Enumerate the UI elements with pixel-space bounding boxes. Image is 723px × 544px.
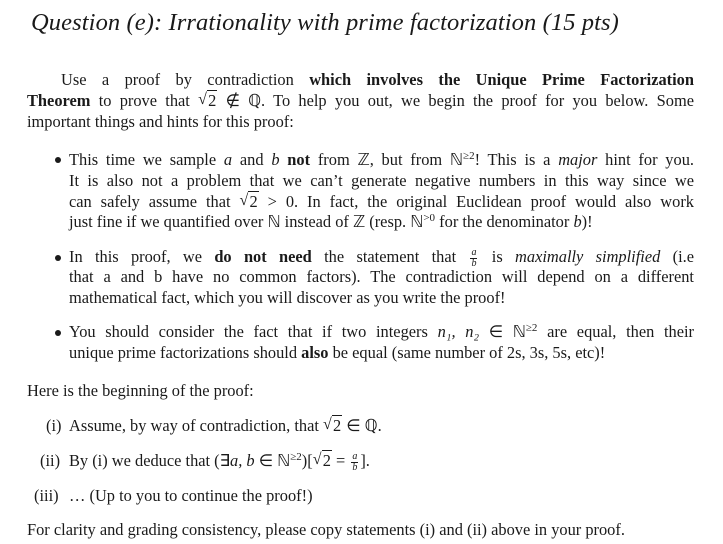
text: and bbox=[232, 150, 272, 169]
sqrt-radicand: 2 bbox=[249, 192, 258, 211]
superscript: >0 bbox=[423, 212, 436, 224]
numerator: a bbox=[352, 450, 358, 462]
sqrt-symbol bbox=[313, 451, 332, 471]
bullet1-line-3 bbox=[69, 192, 694, 212]
proof-step-3-label: (iii) bbox=[34, 486, 59, 505]
intro-line-2 bbox=[27, 91, 694, 111]
bullet2-line-1 bbox=[69, 247, 694, 269]
text: just fine if we quantified over ℕ instead of ℤ (resp. ℕ bbox=[69, 212, 424, 231]
bullet1-line-1 bbox=[69, 150, 694, 170]
superscript: ≥2 bbox=[463, 150, 475, 162]
intro-bold: which involves the Unique Prime Factorization bbox=[309, 70, 694, 89]
proof-step-2 bbox=[69, 451, 370, 473]
numerator: a bbox=[471, 246, 477, 258]
superscript: ≥2 bbox=[525, 322, 538, 334]
text: )[ bbox=[301, 451, 313, 470]
bullet3-line-2 bbox=[69, 343, 605, 363]
var-n: n₁, n₂ bbox=[437, 322, 480, 341]
sqrt-symbol bbox=[239, 192, 258, 212]
text: are equal, then their bbox=[537, 322, 694, 341]
text: is bbox=[479, 247, 516, 266]
bold-also: also bbox=[301, 343, 329, 362]
text: from ℤ, but from ℕ bbox=[310, 150, 464, 169]
text: for the denominator bbox=[435, 212, 574, 231]
bullet3-line-1 bbox=[69, 322, 694, 342]
text: the statement that bbox=[311, 247, 469, 266]
denominator: b bbox=[471, 257, 477, 269]
intro-line-1 bbox=[61, 70, 694, 90]
text: unique prime factorizations should bbox=[69, 343, 302, 362]
text: = bbox=[331, 451, 350, 470]
superscript: ≥2 bbox=[290, 451, 302, 463]
bullet1-line-2: It is also not a problem that we can’t generate negative numbers in this way since we bbox=[69, 171, 694, 190]
var-a: a bbox=[223, 150, 233, 169]
sqrt-symbol bbox=[323, 416, 342, 436]
var-b: b bbox=[573, 212, 582, 231]
proof-step-1-label: (i) bbox=[46, 416, 62, 435]
text: This time we sample bbox=[69, 150, 224, 169]
proof-intro: Here is the beginning of the proof: bbox=[27, 381, 254, 400]
text: ∈ ℕ bbox=[479, 322, 526, 341]
bullet-dot bbox=[55, 157, 61, 163]
text: (i.e bbox=[660, 247, 694, 266]
intro-text: to prove that bbox=[90, 91, 199, 110]
text: You should consider the fact that if two integers bbox=[69, 322, 438, 341]
text: can safely assume that bbox=[69, 192, 240, 211]
vars-ab: a, b bbox=[230, 451, 255, 470]
text: be equal (same number of 2s, 3s, 5s, etc)! bbox=[328, 343, 606, 362]
bold-not: not bbox=[279, 150, 311, 169]
text: Assume, by way of contradiction, that bbox=[69, 416, 323, 435]
text: > 0. In fact, the original Euclidean proof would also work bbox=[258, 192, 694, 211]
sqrt-radicand: 2 bbox=[208, 91, 217, 110]
text: )! bbox=[581, 212, 593, 231]
theorem-bold: Theorem bbox=[27, 91, 91, 110]
bullet2-line-3: mathematical fact, which you will discover as you write the proof! bbox=[69, 288, 506, 307]
text: ! This is a bbox=[474, 150, 559, 169]
text: ]. bbox=[360, 451, 370, 470]
sqrt-radicand: 2 bbox=[322, 451, 331, 470]
text: ∈ ℕ bbox=[254, 451, 291, 470]
fraction-a-over-b bbox=[470, 248, 477, 269]
proof-step-2-label: (ii) bbox=[40, 451, 61, 470]
bullet-dot bbox=[55, 330, 61, 336]
proof-step-1 bbox=[69, 416, 382, 436]
intro-text: ∉ ℚ. To help you out, we begin the proof for you below. Some bbox=[217, 91, 694, 110]
footer-note: For clarity and grading consistency, please copy statements (i) and (ii) above in your proof. bbox=[27, 520, 625, 539]
text: By (i) we deduce that (∃ bbox=[69, 451, 231, 470]
question-heading: Question (e): Irrationality with prime factorization (15 pts) bbox=[31, 9, 619, 36]
italic-major: major bbox=[558, 150, 598, 169]
text: hint for you. bbox=[597, 150, 694, 169]
intro-line-3: important things and hints for this proof: bbox=[27, 112, 294, 131]
text: ∈ ℚ. bbox=[342, 416, 382, 435]
sqrt-radicand: 2 bbox=[333, 416, 342, 435]
intro-text: Use a proof by contradiction bbox=[61, 70, 310, 89]
sqrt-symbol bbox=[198, 91, 217, 111]
fraction-a-over-b bbox=[351, 452, 358, 473]
proof-step-3: … (Up to you to continue the proof!) bbox=[69, 486, 313, 505]
bold-do-not-need: do not need bbox=[214, 247, 312, 266]
var-b: b bbox=[271, 150, 280, 169]
bullet-dot bbox=[55, 255, 61, 261]
bullet2-line-2: that a and b have no common factors). The contradiction will depend on a different bbox=[69, 267, 694, 286]
italic-text: maximally simplified bbox=[515, 247, 661, 266]
bullet1-line-4 bbox=[69, 212, 593, 232]
denominator: b bbox=[352, 461, 358, 473]
text: In this proof, we bbox=[69, 247, 215, 266]
